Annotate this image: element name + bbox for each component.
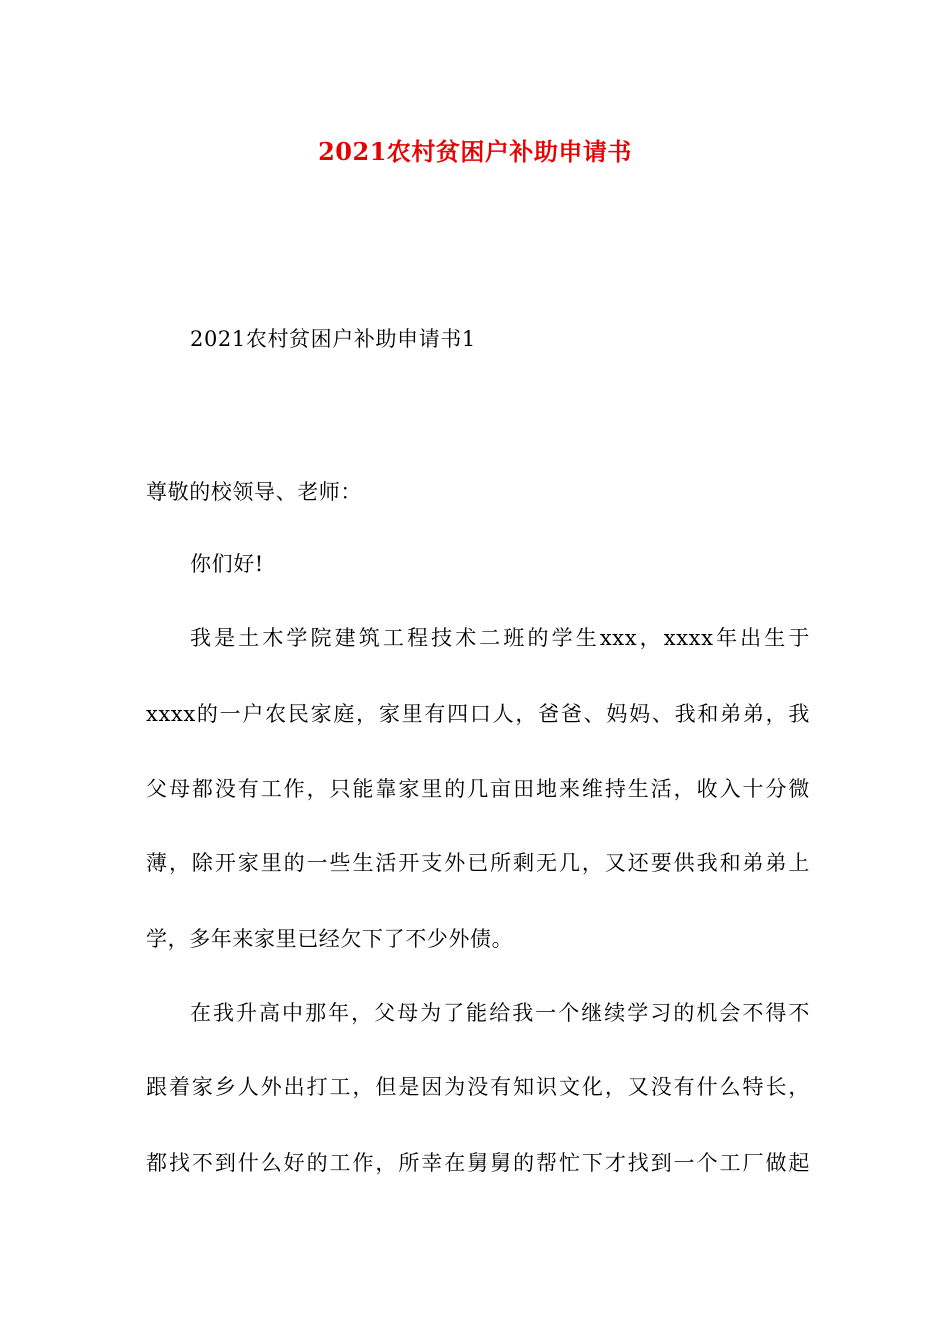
paragraph-line: 父母都没有工作，只能靠家里的几亩田地来维持生活，收入十分微 [146, 777, 810, 801]
paragraph-line: 跟着家乡人外出打工，但是因为没有知识文化，又没有什么特长， [146, 1075, 810, 1099]
paragraph-line: 学，多年来家里已经欠下了不少外债。 [146, 927, 514, 951]
greeting: 你们好! [190, 552, 264, 576]
section-heading: 2021农村贫困户补助申请书1 [190, 327, 476, 351]
salutation: 尊敬的校领导、老师： [146, 480, 362, 504]
paragraph-line: 都找不到什么好的工作，所幸在舅舅的帮忙下才找到一个工厂做起 [146, 1151, 810, 1175]
paragraph-line: 薄，除开家里的一些生活开支外已所剩无几，又还要供我和弟弟上 [146, 851, 810, 875]
paragraph-line: 我是土木学院建筑工程技术二班的学生xxx，xxxx年出生于 [190, 626, 810, 650]
document-title: 2021农村贫困户补助申请书 [318, 137, 632, 166]
paragraph-line: 在我升高中那年，父母为了能给我一个继续学习的机会不得不 [190, 1001, 810, 1025]
paragraph-line: xxxx的一户农民家庭，家里有四口人，爸爸、妈妈、我和弟弟，我 [146, 702, 810, 726]
